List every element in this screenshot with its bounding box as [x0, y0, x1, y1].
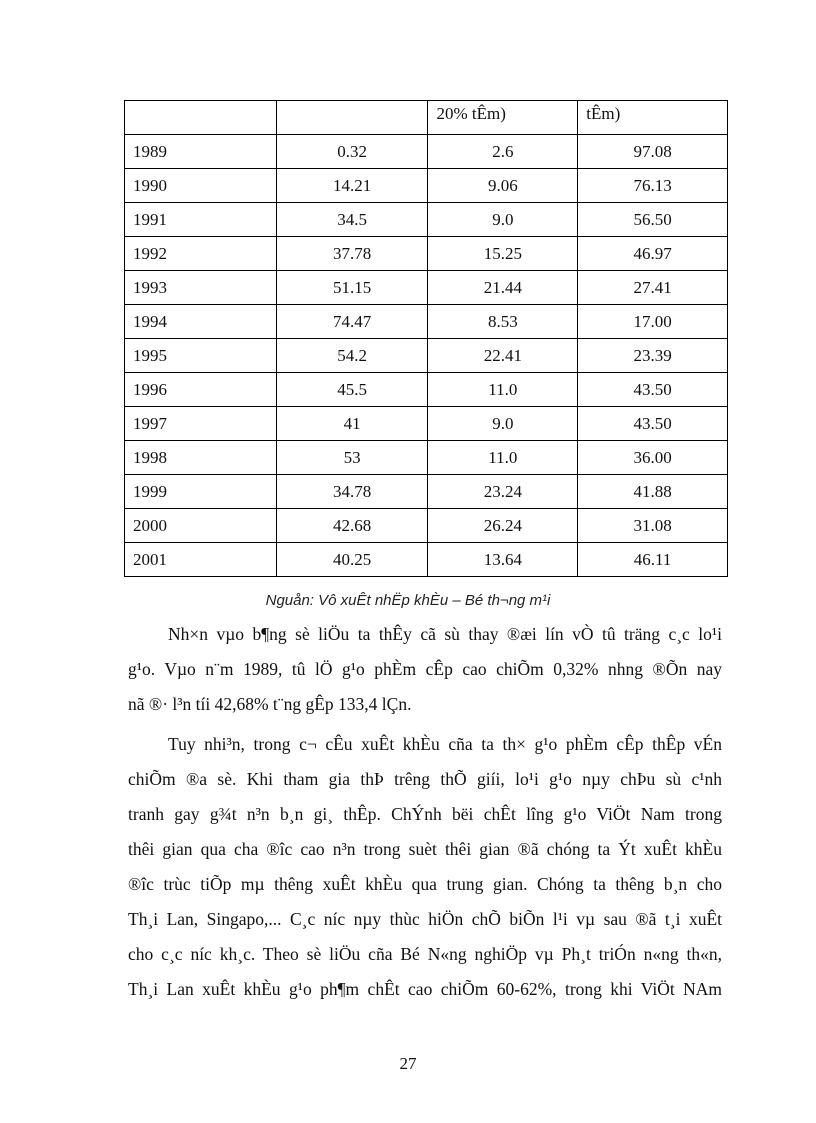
- value-cell: 26.24: [428, 509, 578, 543]
- paragraph-line: tranh gay g¾t n³n b¸n gi¸ thÊp. ChÝnh bëi chÊt lîng g¹o ViÖt Nam trong: [128, 804, 722, 824]
- table-row: [125, 441, 728, 475]
- value-cell: 2.6: [428, 135, 578, 169]
- header-cell: tÊm): [578, 101, 728, 135]
- paragraph-line: Tuy nhi³n, trong c¬ cÊu xuÊt khÈu cña ta th× g¹o phÈm cÊp thÊp vÉn: [168, 734, 722, 754]
- value-cell: 17.00: [578, 305, 728, 339]
- table-row: [125, 543, 728, 577]
- value-cell: 43.50: [578, 373, 728, 407]
- value-cell: 9.0: [428, 407, 578, 441]
- year-cell: 1996: [125, 373, 277, 407]
- year-cell: 1990: [125, 169, 277, 203]
- value-cell: 9.06: [428, 169, 578, 203]
- paragraph-line: g¹o. Vµo n¨m 1989, tû lÖ g¹o phÈm cÊp cao chiÕm 0,32% nhng ®Õn nay: [128, 659, 722, 679]
- table-header-row: [125, 101, 728, 135]
- value-cell: 97.08: [578, 135, 728, 169]
- year-cell: 1995: [125, 339, 277, 373]
- paragraph-line: chiÕm ®a sè. Khi tham gia thÞ trêng thÕ giíi, lo¹i g¹o nµy chÞu sù c¹nh: [128, 769, 722, 789]
- value-cell: 42.68: [276, 509, 428, 543]
- table-row: [125, 509, 728, 543]
- year-cell: 1991: [125, 203, 277, 237]
- value-cell: 54.2: [276, 339, 428, 373]
- value-cell: 23.39: [578, 339, 728, 373]
- table-row: [125, 305, 728, 339]
- table-row: [125, 169, 728, 203]
- value-cell: 8.53: [428, 305, 578, 339]
- paragraph-line: Nh×n vµo b¶ng sè liÖu ta thÊy cã sù thay ®æi lín vÒ tû träng c¸c lo¹i: [168, 624, 722, 644]
- value-cell: 11.0: [428, 373, 578, 407]
- body-paragraph-1: [128, 617, 722, 722]
- table-row: [125, 373, 728, 407]
- value-cell: 14.21: [276, 169, 428, 203]
- value-cell: 11.0: [428, 441, 578, 475]
- table-row: [125, 237, 728, 271]
- paragraph-line: nã ®· l³n tíi 42,68% t¨ng gÊp 133,4 lÇn.: [128, 694, 412, 714]
- paragraph-line: Th¸i Lan, Singapo,... C¸c níc nµy thùc hiÖn chÕ biÕn l¹i vµ sau ®ã t¸i xuÊt: [128, 909, 722, 929]
- table-row: [125, 339, 728, 373]
- value-cell: 9.0: [428, 203, 578, 237]
- value-cell: 31.08: [578, 509, 728, 543]
- value-cell: 46.11: [578, 543, 728, 577]
- value-cell: 22.41: [428, 339, 578, 373]
- year-cell: 1998: [125, 441, 277, 475]
- value-cell: 34.5: [276, 203, 428, 237]
- year-cell: 1989: [125, 135, 277, 169]
- paragraph-line: ®îc trùc tiÕp mµ thêng xuÊt khÈu qua trung gian. Chóng ta thêng b¸n cho: [128, 874, 722, 894]
- value-cell: 23.24: [428, 475, 578, 509]
- year-cell: 1994: [125, 305, 277, 339]
- value-cell: 27.41: [578, 271, 728, 305]
- header-cell: [125, 101, 277, 135]
- year-cell: 2000: [125, 509, 277, 543]
- value-cell: 74.47: [276, 305, 428, 339]
- value-cell: 40.25: [276, 543, 428, 577]
- table-row: [125, 407, 728, 441]
- value-cell: 53: [276, 441, 428, 475]
- value-cell: 41.88: [578, 475, 728, 509]
- value-cell: 13.64: [428, 543, 578, 577]
- value-cell: 56.50: [578, 203, 728, 237]
- header-cell: 20% tÊm): [428, 101, 578, 135]
- year-cell: 1993: [125, 271, 277, 305]
- paragraph-line: cho c¸c níc kh¸c. Theo sè liÖu cña Bé N«ng nghiÖp vµ Ph¸t triÓn n«ng th«n,: [128, 944, 722, 964]
- year-cell: 1997: [125, 407, 277, 441]
- paragraph-line: Th¸i Lan xuÊt khÈu g¹o ph¶m chÊt cao chiÕm 60-62%, trong khi ViÖt NAm: [128, 979, 722, 999]
- value-cell: 37.78: [276, 237, 428, 271]
- table-row: [125, 203, 728, 237]
- table-source-caption: Nguån: Vô xuÊt nhËp khÈu – Bé th¬ng m¹i: [265, 592, 551, 609]
- year-cell: 1992: [125, 237, 277, 271]
- value-cell: 76.13: [578, 169, 728, 203]
- paragraph-line: thêi gian qua cha ®îc cao n³n trong suèt thêi gian ®ã chóng ta Ýt xuÊt khÈu: [128, 839, 722, 859]
- table-row: [125, 475, 728, 509]
- value-cell: 45.5: [276, 373, 428, 407]
- table-row: [125, 135, 728, 169]
- year-cell: 1999: [125, 475, 277, 509]
- value-cell: 36.00: [578, 441, 728, 475]
- value-cell: 46.97: [578, 237, 728, 271]
- year-cell: 2001: [125, 543, 277, 577]
- rice-export-table: [124, 100, 728, 577]
- value-cell: 0.32: [276, 135, 428, 169]
- value-cell: 43.50: [578, 407, 728, 441]
- value-cell: 34.78: [276, 475, 428, 509]
- header-cell: [276, 101, 428, 135]
- body-paragraph-2: [128, 727, 722, 1007]
- page-number: 27: [399, 1054, 417, 1073]
- table-row: [125, 271, 728, 305]
- value-cell: 15.25: [428, 237, 578, 271]
- value-cell: 51.15: [276, 271, 428, 305]
- value-cell: 21.44: [428, 271, 578, 305]
- value-cell: 41: [276, 407, 428, 441]
